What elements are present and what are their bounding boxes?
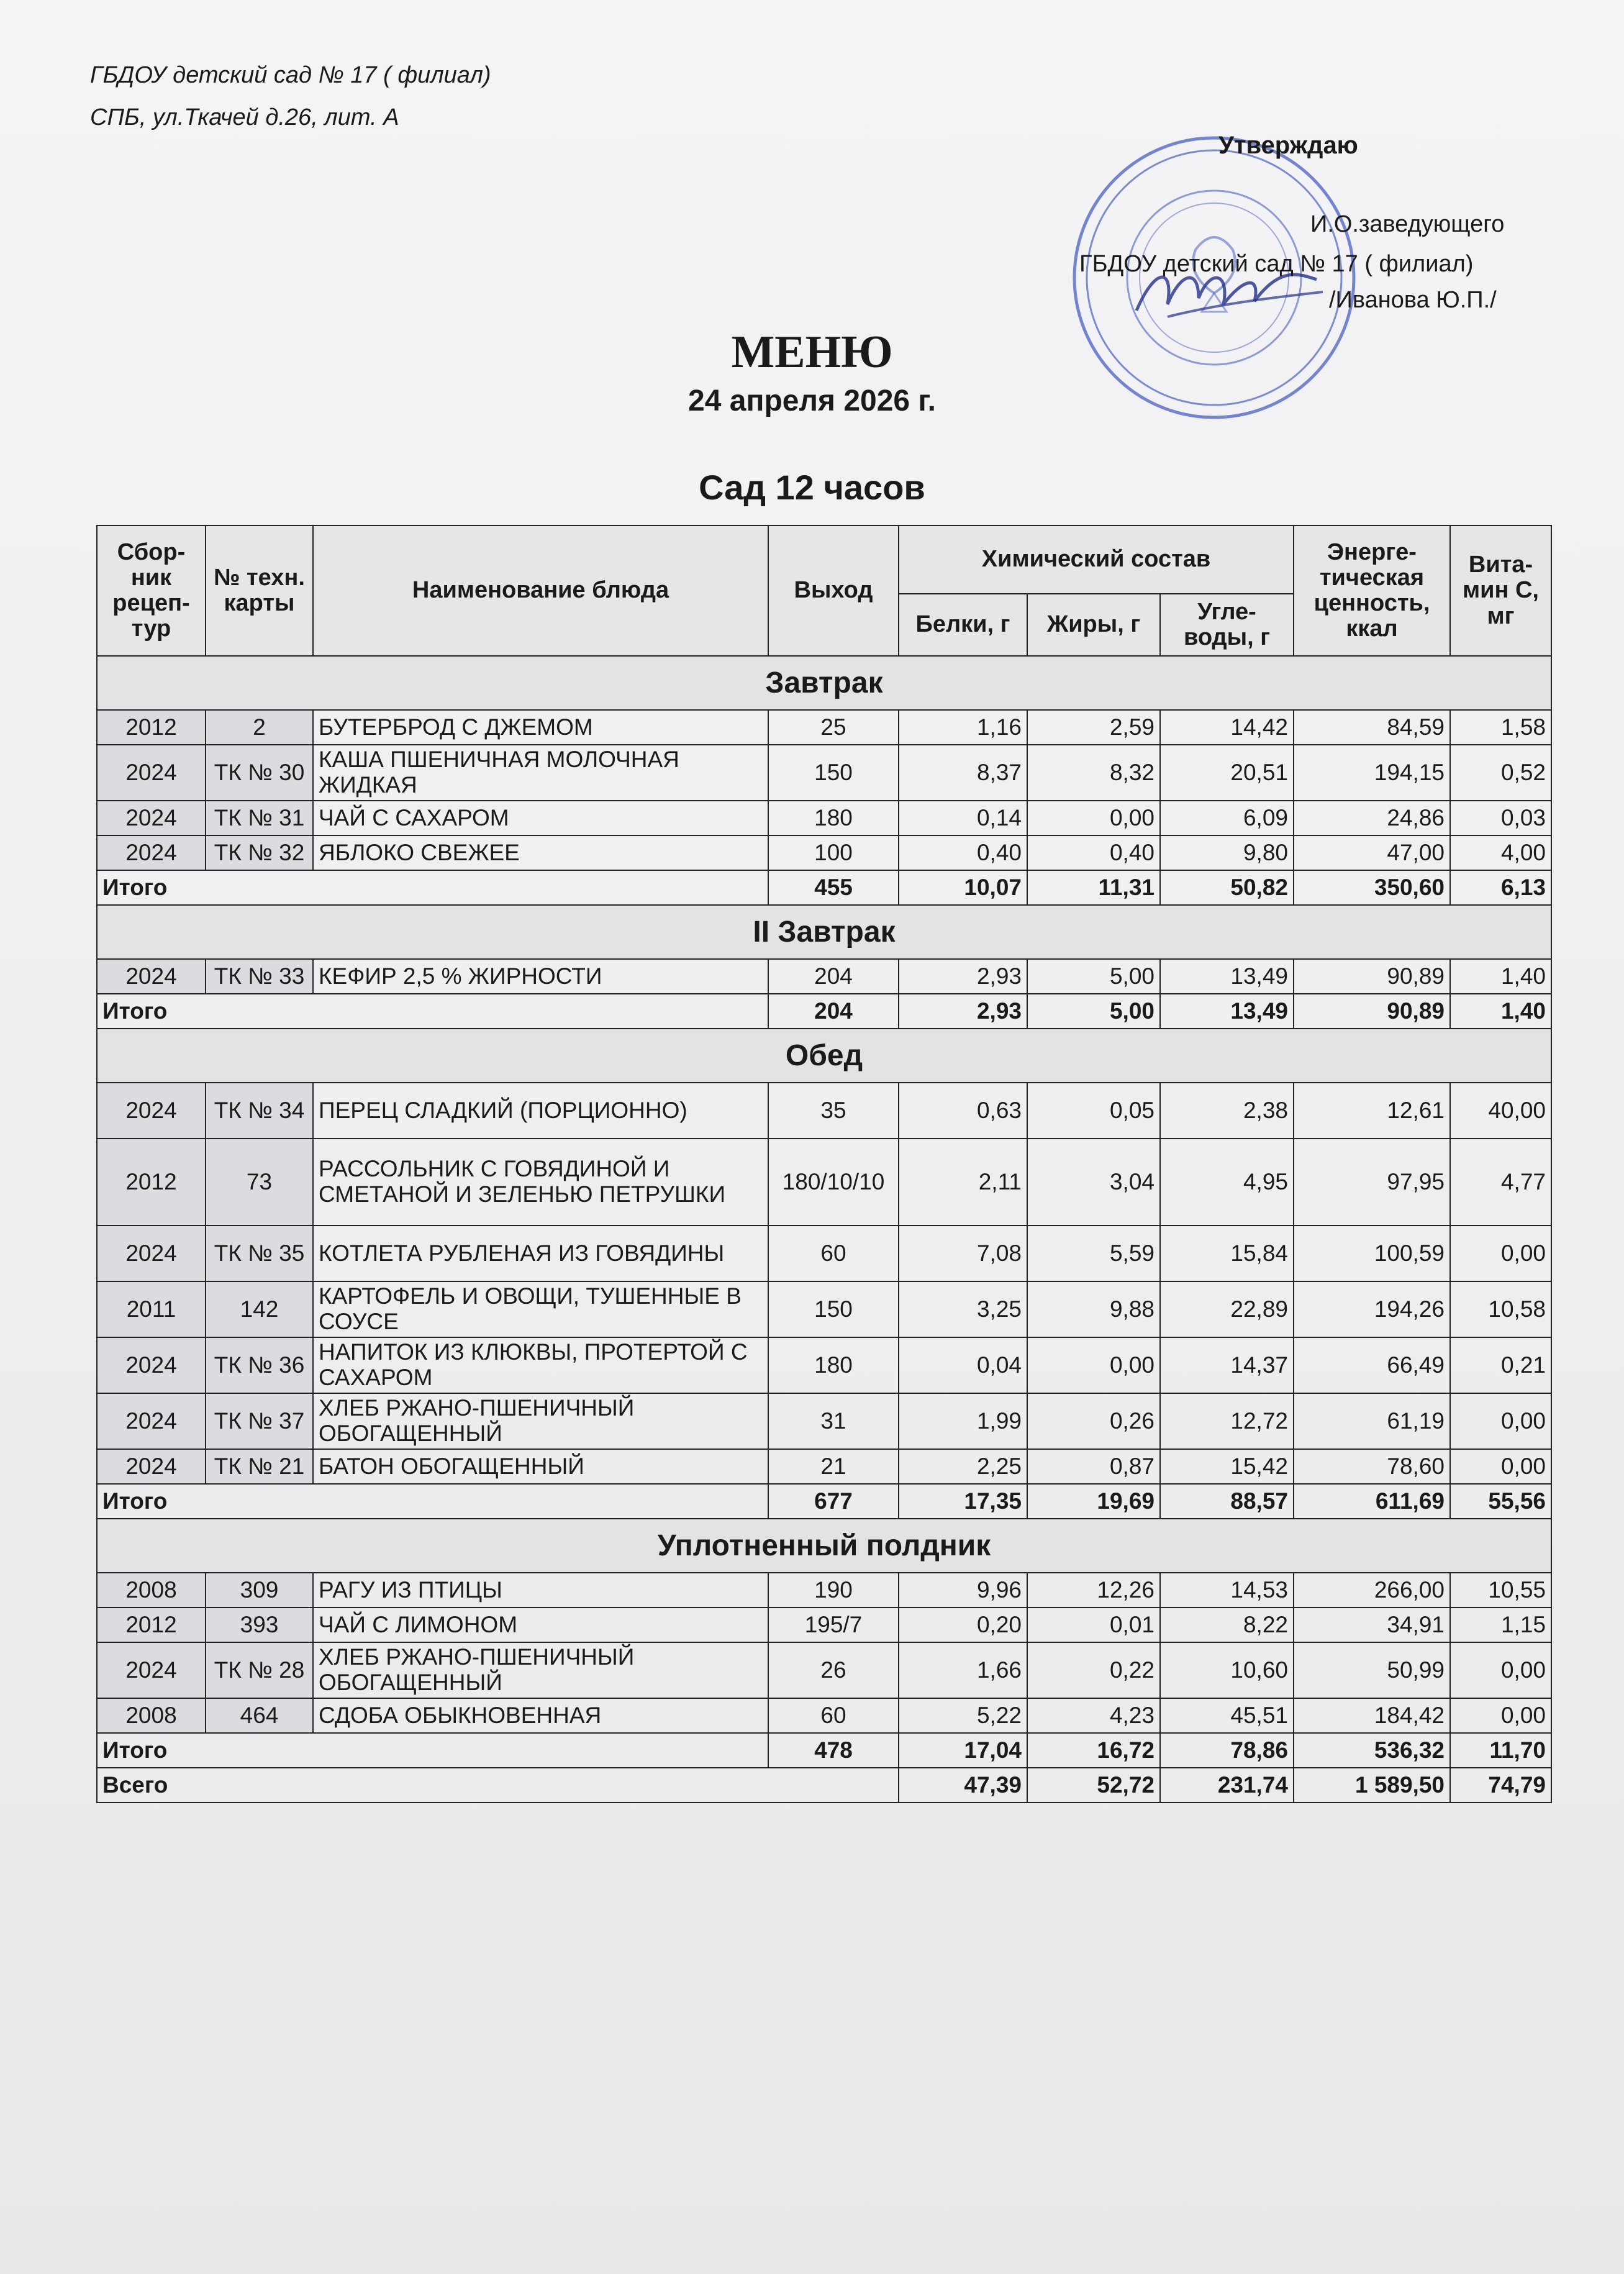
grand-total-carbs: 231,74 xyxy=(1160,1768,1294,1803)
header-dish: Наименование блюда xyxy=(313,525,768,656)
subtotal-energy: 536,32 xyxy=(1294,1733,1450,1768)
protein-cell: 5,22 xyxy=(899,1698,1027,1733)
recipe-collection-cell: 2024 xyxy=(97,835,206,870)
header-collection: Сбор-ник рецеп-тур xyxy=(97,525,206,656)
grand-total-fat: 52,72 xyxy=(1027,1768,1160,1803)
carbs-cell: 4,95 xyxy=(1160,1139,1294,1226)
table-row xyxy=(97,1698,1551,1733)
vitamin-cell: 4,00 xyxy=(1450,835,1551,870)
dish-name-cell: НАПИТОК ИЗ КЛЮКВЫ, ПРОТЕРТОЙ С САХАРОМ xyxy=(313,1337,768,1393)
tech-card-cell: ТК № 33 xyxy=(206,959,313,994)
carbs-cell: 2,38 xyxy=(1160,1083,1294,1139)
carbs-cell: 14,53 xyxy=(1160,1573,1294,1608)
fat-cell: 0,40 xyxy=(1027,835,1160,870)
table-row xyxy=(97,1281,1551,1337)
table-row xyxy=(97,745,1551,801)
header-energy: Энерге-тическая ценность, ккал xyxy=(1294,525,1450,656)
carbs-cell: 15,84 xyxy=(1160,1226,1294,1281)
table-row xyxy=(97,1608,1551,1642)
table-row xyxy=(97,1449,1551,1484)
subtotal-carbs: 50,82 xyxy=(1160,870,1294,905)
section-title: Завтрак xyxy=(97,656,1551,710)
dish-name-cell: БАТОН ОБОГАЩЕННЫЙ xyxy=(313,1449,768,1484)
tech-card-cell: ТК № 30 xyxy=(206,745,313,801)
dish-name-cell: КАРТОФЕЛЬ И ОВОЩИ, ТУШЕННЫЕ В СОУСЕ xyxy=(313,1281,768,1337)
grand-total-vitamin: 74,79 xyxy=(1450,1768,1551,1803)
output-cell: 26 xyxy=(768,1642,899,1698)
tech-card-cell: ТК № 34 xyxy=(206,1083,313,1139)
energy-cell: 12,61 xyxy=(1294,1083,1450,1139)
tech-card-cell: ТК № 28 xyxy=(206,1642,313,1698)
carbs-cell: 13,49 xyxy=(1160,959,1294,994)
subtotal-label: Итого xyxy=(97,1484,768,1519)
tech-card-cell: ТК № 36 xyxy=(206,1337,313,1393)
subtotal-vitamin: 6,13 xyxy=(1450,870,1551,905)
recipe-collection-cell: 2024 xyxy=(97,959,206,994)
protein-cell: 2,25 xyxy=(899,1449,1027,1484)
energy-cell: 194,26 xyxy=(1294,1281,1450,1337)
energy-cell: 194,15 xyxy=(1294,745,1450,801)
subtotal-protein: 17,35 xyxy=(899,1484,1027,1519)
output-cell: 25 xyxy=(768,710,899,745)
output-cell: 204 xyxy=(768,959,899,994)
output-cell: 35 xyxy=(768,1083,899,1139)
fat-cell: 3,04 xyxy=(1027,1139,1160,1226)
grand-total-label: Всего xyxy=(97,1768,899,1803)
page-title: МЕНЮ xyxy=(731,327,893,378)
protein-cell: 1,66 xyxy=(899,1642,1027,1698)
table-row xyxy=(97,835,1551,870)
dish-name-cell: КОТЛЕТА РУБЛЕНАЯ ИЗ ГОВЯДИНЫ xyxy=(313,1226,768,1281)
recipe-collection-cell: 2024 xyxy=(97,1226,206,1281)
carbs-cell: 14,37 xyxy=(1160,1337,1294,1393)
vitamin-cell: 4,77 xyxy=(1450,1139,1551,1226)
energy-cell: 90,89 xyxy=(1294,959,1450,994)
energy-cell: 184,42 xyxy=(1294,1698,1450,1733)
fat-cell: 5,00 xyxy=(1027,959,1160,994)
output-cell: 180 xyxy=(768,1337,899,1393)
recipe-collection-cell: 2024 xyxy=(97,1449,206,1484)
carbs-cell: 15,42 xyxy=(1160,1449,1294,1484)
header-vitamin: Вита-мин С, мг xyxy=(1450,525,1551,656)
org-name: ГБДОУ детский сад № 17 ( филиал) xyxy=(90,62,491,88)
tech-card-cell: 464 xyxy=(206,1698,313,1733)
tech-card-cell: 73 xyxy=(206,1139,313,1226)
table-row xyxy=(97,710,1551,745)
recipe-collection-cell: 2024 xyxy=(97,1083,206,1139)
subtotal-label: Итого xyxy=(97,1733,768,1768)
fat-cell: 0,22 xyxy=(1027,1642,1160,1698)
energy-cell: 34,91 xyxy=(1294,1608,1450,1642)
tech-card-cell: ТК № 35 xyxy=(206,1226,313,1281)
menu-table xyxy=(96,525,1552,1803)
protein-cell: 1,99 xyxy=(899,1393,1027,1449)
energy-cell: 24,86 xyxy=(1294,801,1450,835)
output-cell: 31 xyxy=(768,1393,899,1449)
carbs-cell: 10,60 xyxy=(1160,1642,1294,1698)
subtotal-fat: 5,00 xyxy=(1027,994,1160,1029)
output-cell: 195/7 xyxy=(768,1608,899,1642)
table-row xyxy=(97,1393,1551,1449)
fat-cell: 0,01 xyxy=(1027,1608,1160,1642)
recipe-collection-cell: 2012 xyxy=(97,1139,206,1226)
output-cell: 180 xyxy=(768,801,899,835)
subtotal-label: Итого xyxy=(97,870,768,905)
carbs-cell: 20,51 xyxy=(1160,745,1294,801)
subtotal-carbs: 88,57 xyxy=(1160,1484,1294,1519)
carbs-cell: 22,89 xyxy=(1160,1281,1294,1337)
recipe-collection-cell: 2012 xyxy=(97,1608,206,1642)
energy-cell: 84,59 xyxy=(1294,710,1450,745)
fat-cell: 9,88 xyxy=(1027,1281,1160,1337)
grand-total-protein: 47,39 xyxy=(899,1768,1027,1803)
protein-cell: 8,37 xyxy=(899,745,1027,801)
vitamin-cell: 0,00 xyxy=(1450,1226,1551,1281)
subtotal-row xyxy=(97,1733,1551,1768)
recipe-collection-cell: 2008 xyxy=(97,1573,206,1608)
protein-cell: 0,63 xyxy=(899,1083,1027,1139)
output-cell: 150 xyxy=(768,1281,899,1337)
subtotal-fat: 11,31 xyxy=(1027,870,1160,905)
subtotal-vitamin: 1,40 xyxy=(1450,994,1551,1029)
subtotal-protein: 2,93 xyxy=(899,994,1027,1029)
dish-name-cell: ЧАЙ С САХАРОМ xyxy=(313,801,768,835)
menu-date: 24 апреля 2026 г. xyxy=(688,384,936,417)
vitamin-cell: 0,00 xyxy=(1450,1393,1551,1449)
tech-card-cell: ТК № 37 xyxy=(206,1393,313,1449)
section-header-row xyxy=(97,1029,1551,1083)
energy-cell: 97,95 xyxy=(1294,1139,1450,1226)
carbs-cell: 12,72 xyxy=(1160,1393,1294,1449)
subtotal-vitamin: 11,70 xyxy=(1450,1733,1551,1768)
vitamin-cell: 1,58 xyxy=(1450,710,1551,745)
menu-body xyxy=(97,656,1551,1803)
output-cell: 21 xyxy=(768,1449,899,1484)
vitamin-cell: 0,00 xyxy=(1450,1642,1551,1698)
subtotal-energy: 350,60 xyxy=(1294,870,1450,905)
subtotal-energy: 611,69 xyxy=(1294,1484,1450,1519)
energy-cell: 266,00 xyxy=(1294,1573,1450,1608)
vitamin-cell: 0,00 xyxy=(1450,1698,1551,1733)
subtotal-energy: 90,89 xyxy=(1294,994,1450,1029)
subtotal-row xyxy=(97,994,1551,1029)
protein-cell: 2,11 xyxy=(899,1139,1027,1226)
fat-cell: 5,59 xyxy=(1027,1226,1160,1281)
energy-cell: 61,19 xyxy=(1294,1393,1450,1449)
subtotal-output: 677 xyxy=(768,1484,899,1519)
dish-name-cell: ХЛЕБ РЖАНО-ПШЕНИЧНЫЙ ОБОГАЩЕННЫЙ xyxy=(313,1642,768,1698)
table-row xyxy=(97,959,1551,994)
tech-card-cell: 393 xyxy=(206,1608,313,1642)
table-row xyxy=(97,1139,1551,1226)
vitamin-cell: 0,21 xyxy=(1450,1337,1551,1393)
dish-name-cell: СДОБА ОБЫКНОВЕННАЯ xyxy=(313,1698,768,1733)
table-row xyxy=(97,1226,1551,1281)
header-carbs: Угле-воды, г xyxy=(1160,594,1294,656)
carbs-cell: 9,80 xyxy=(1160,835,1294,870)
dish-name-cell: КЕФИР 2,5 % ЖИРНОСТИ xyxy=(313,959,768,994)
output-cell: 60 xyxy=(768,1226,899,1281)
output-cell: 190 xyxy=(768,1573,899,1608)
dish-name-cell: ЯБЛОКО СВЕЖЕЕ xyxy=(313,835,768,870)
subtotal-row xyxy=(97,870,1551,905)
dish-name-cell: БУТЕРБРОД С ДЖЕМОМ xyxy=(313,710,768,745)
vitamin-cell: 1,15 xyxy=(1450,1608,1551,1642)
fat-cell: 0,00 xyxy=(1027,801,1160,835)
vitamin-cell: 0,00 xyxy=(1450,1449,1551,1484)
carbs-cell: 45,51 xyxy=(1160,1698,1294,1733)
carbs-cell: 14,42 xyxy=(1160,710,1294,745)
vitamin-cell: 0,52 xyxy=(1450,745,1551,801)
energy-cell: 47,00 xyxy=(1294,835,1450,870)
subtotal-carbs: 13,49 xyxy=(1160,994,1294,1029)
org-address: СПБ, ул.Ткачей д.26, лит. А xyxy=(90,104,399,130)
tech-card-cell: ТК № 32 xyxy=(206,835,313,870)
subtotal-output: 478 xyxy=(768,1733,899,1768)
carbs-cell: 6,09 xyxy=(1160,801,1294,835)
section-header-row xyxy=(97,905,1551,959)
output-cell: 100 xyxy=(768,835,899,870)
fat-cell: 12,26 xyxy=(1027,1573,1160,1608)
grand-total-row xyxy=(97,1768,1551,1803)
section-title: Обед xyxy=(97,1029,1551,1083)
output-cell: 180/10/10 xyxy=(768,1139,899,1226)
subtotal-fat: 16,72 xyxy=(1027,1733,1160,1768)
carbs-cell: 8,22 xyxy=(1160,1608,1294,1642)
tech-card-cell: 2 xyxy=(206,710,313,745)
output-cell: 150 xyxy=(768,745,899,801)
recipe-collection-cell: 2024 xyxy=(97,1393,206,1449)
approval-org: ГБДОУ детский сад № 17 ( филиал) xyxy=(1079,251,1474,277)
approval-label: Утверждаю xyxy=(1218,132,1358,159)
grand-total-energy: 1 589,50 xyxy=(1294,1768,1450,1803)
recipe-collection-cell: 2012 xyxy=(97,710,206,745)
dish-name-cell: ХЛЕБ РЖАНО-ПШЕНИЧНЫЙ ОБОГАЩЕННЫЙ xyxy=(313,1393,768,1449)
recipe-collection-cell: 2024 xyxy=(97,1337,206,1393)
header-protein: Белки, г xyxy=(899,594,1027,656)
table-row xyxy=(97,1337,1551,1393)
energy-cell: 78,60 xyxy=(1294,1449,1450,1484)
recipe-collection-cell: 2024 xyxy=(97,745,206,801)
dish-name-cell: РАГУ ИЗ ПТИЦЫ xyxy=(313,1573,768,1608)
header-output: Выход xyxy=(768,525,899,656)
fat-cell: 8,32 xyxy=(1027,745,1160,801)
fat-cell: 0,26 xyxy=(1027,1393,1160,1449)
protein-cell: 7,08 xyxy=(899,1226,1027,1281)
fat-cell: 4,23 xyxy=(1027,1698,1160,1733)
subtotal-label: Итого xyxy=(97,994,768,1029)
table-row xyxy=(97,1573,1551,1608)
approval-position: И.О.заведующего xyxy=(1310,211,1505,237)
fat-cell: 0,87 xyxy=(1027,1449,1160,1484)
subtotal-output: 204 xyxy=(768,994,899,1029)
vitamin-cell: 40,00 xyxy=(1450,1083,1551,1139)
header-tech-card: № техн. карты xyxy=(206,525,313,656)
section-title: II Завтрак xyxy=(97,905,1551,959)
table-row xyxy=(97,801,1551,835)
section-header-row xyxy=(97,1519,1551,1573)
tech-card-cell: 309 xyxy=(206,1573,313,1608)
protein-cell: 0,04 xyxy=(899,1337,1027,1393)
dish-name-cell: ПЕРЕЦ СЛАДКИЙ (ПОРЦИОННО) xyxy=(313,1083,768,1139)
recipe-collection-cell: 2011 xyxy=(97,1281,206,1337)
tech-card-cell: ТК № 21 xyxy=(206,1449,313,1484)
energy-cell: 50,99 xyxy=(1294,1642,1450,1698)
dish-name-cell: РАССОЛЬНИК С ГОВЯДИНОЙ И СМЕТАНОЙ И ЗЕЛЕНЬЮ ПЕТРУШКИ xyxy=(313,1139,768,1226)
subtotal-vitamin: 55,56 xyxy=(1450,1484,1551,1519)
tech-card-cell: 142 xyxy=(206,1281,313,1337)
vitamin-cell: 10,55 xyxy=(1450,1573,1551,1608)
subtotal-carbs: 78,86 xyxy=(1160,1733,1294,1768)
fat-cell: 0,05 xyxy=(1027,1083,1160,1139)
table-row xyxy=(97,1642,1551,1698)
table-row xyxy=(97,1083,1551,1139)
recipe-collection-cell: 2008 xyxy=(97,1698,206,1733)
vitamin-cell: 10,58 xyxy=(1450,1281,1551,1337)
protein-cell: 0,14 xyxy=(899,801,1027,835)
recipe-collection-cell: 2024 xyxy=(97,1642,206,1698)
header-chem: Химический состав xyxy=(899,525,1294,594)
protein-cell: 2,93 xyxy=(899,959,1027,994)
protein-cell: 0,40 xyxy=(899,835,1027,870)
output-cell: 60 xyxy=(768,1698,899,1733)
vitamin-cell: 1,40 xyxy=(1450,959,1551,994)
protein-cell: 9,96 xyxy=(899,1573,1027,1608)
protein-cell: 1,16 xyxy=(899,710,1027,745)
vitamin-cell: 0,03 xyxy=(1450,801,1551,835)
subtotal-output: 455 xyxy=(768,870,899,905)
subtotal-fat: 19,69 xyxy=(1027,1484,1160,1519)
recipe-collection-cell: 2024 xyxy=(97,801,206,835)
fat-cell: 2,59 xyxy=(1027,710,1160,745)
dish-name-cell: ЧАЙ С ЛИМОНОМ xyxy=(313,1608,768,1642)
subtotal-protein: 10,07 xyxy=(899,870,1027,905)
fat-cell: 0,00 xyxy=(1027,1337,1160,1393)
subtotal-protein: 17,04 xyxy=(899,1733,1027,1768)
section-title: Уплотненный полдник xyxy=(97,1519,1551,1573)
energy-cell: 100,59 xyxy=(1294,1226,1450,1281)
subtotal-row xyxy=(97,1484,1551,1519)
approval-signatory: /Иванова Ю.П./ xyxy=(1329,287,1497,313)
header-fat: Жиры, г xyxy=(1027,594,1160,656)
section-header-row xyxy=(97,656,1551,710)
protein-cell: 3,25 xyxy=(899,1281,1027,1337)
energy-cell: 66,49 xyxy=(1294,1337,1450,1393)
group-title: Сад 12 часов xyxy=(699,468,925,507)
dish-name-cell: КАША ПШЕНИЧНАЯ МОЛОЧНАЯ ЖИДКАЯ xyxy=(313,745,768,801)
tech-card-cell: ТК № 31 xyxy=(206,801,313,835)
protein-cell: 0,20 xyxy=(899,1608,1027,1642)
